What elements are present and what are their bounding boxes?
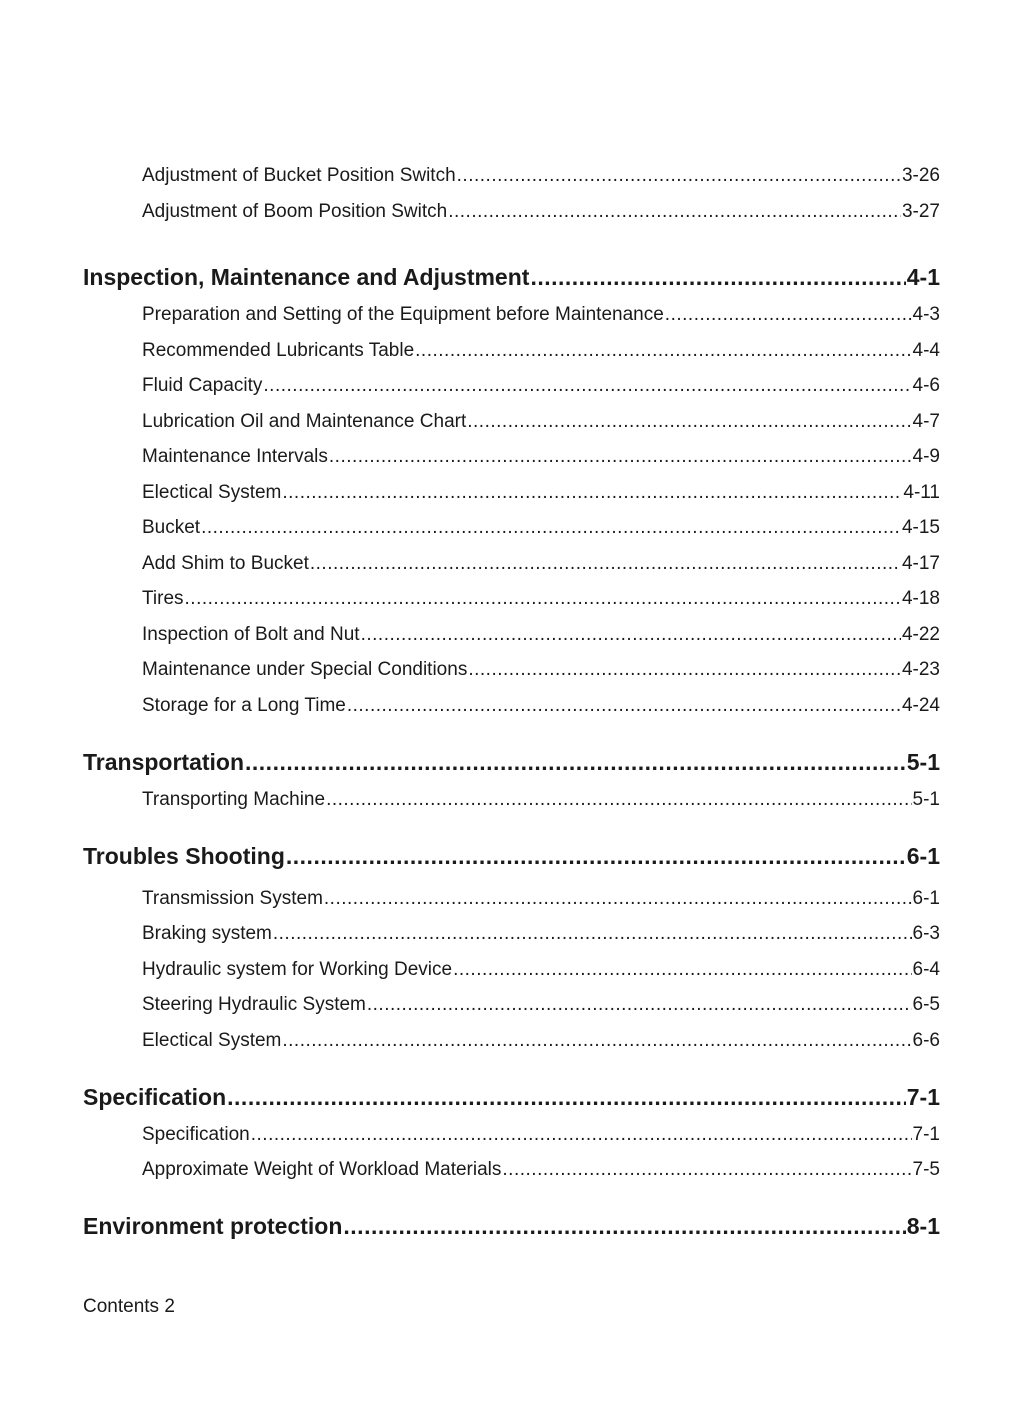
toc-dot-leader bbox=[201, 517, 901, 539]
toc-entry[interactable] bbox=[142, 789, 940, 811]
toc-dot-leader bbox=[282, 482, 902, 504]
toc-entry-page: 4-15 bbox=[901, 517, 940, 538]
toc-entry-page: 6-5 bbox=[912, 994, 940, 1015]
toc-entry[interactable] bbox=[142, 553, 940, 575]
toc-entry-page: 6-4 bbox=[912, 959, 940, 980]
toc-dot-leader bbox=[457, 165, 901, 187]
toc-section-page: 4-1 bbox=[906, 264, 940, 290]
toc-dot-leader bbox=[324, 888, 912, 910]
toc-dot-leader bbox=[329, 446, 912, 468]
toc-entry-page: 4-4 bbox=[912, 340, 940, 361]
toc-dot-leader bbox=[347, 695, 901, 717]
toc-entry[interactable] bbox=[142, 959, 940, 981]
toc-section-title: Transportation bbox=[83, 749, 245, 775]
toc-dot-leader bbox=[251, 1124, 912, 1146]
toc-entry-page: 4-11 bbox=[903, 482, 940, 503]
toc-entry[interactable] bbox=[142, 888, 940, 910]
toc-entry[interactable] bbox=[142, 411, 940, 433]
toc-entry[interactable] bbox=[142, 624, 940, 646]
toc-dot-leader bbox=[286, 843, 906, 870]
toc-section-heading[interactable] bbox=[83, 749, 940, 776]
toc-entry-page: 4-17 bbox=[901, 553, 940, 574]
toc-dot-leader bbox=[467, 411, 911, 433]
toc-entry-title: Transmission System bbox=[142, 888, 323, 909]
toc-section-title: Environment protection bbox=[83, 1213, 343, 1239]
toc-dot-leader bbox=[282, 1030, 911, 1052]
toc-section-page: 5-1 bbox=[906, 749, 940, 775]
toc-entry-page: 7-5 bbox=[912, 1159, 940, 1180]
toc-entry-title: Recommended Lubricants Table bbox=[142, 340, 415, 361]
toc-entry-page: 4-7 bbox=[912, 411, 940, 432]
toc-dot-leader bbox=[453, 959, 911, 981]
toc-entry-title: Maintenance Intervals bbox=[142, 446, 328, 467]
toc-section-heading[interactable] bbox=[83, 264, 940, 291]
toc-entry[interactable] bbox=[142, 1124, 940, 1146]
toc-entry-page: 4-22 bbox=[901, 624, 940, 645]
toc-entry-page: 4-6 bbox=[912, 375, 940, 396]
toc-entry-title: Storage for a Long Time bbox=[142, 695, 346, 716]
toc-dot-leader bbox=[361, 624, 901, 646]
toc-entry[interactable] bbox=[142, 695, 940, 717]
toc-entry-title: Hydraulic system for Working Device bbox=[142, 959, 453, 980]
toc-entry-title: Transporting Machine bbox=[142, 789, 326, 810]
toc-dot-leader bbox=[448, 201, 901, 223]
toc-entry-title: Electical System bbox=[142, 1030, 282, 1051]
toc-entry-page: 6-6 bbox=[912, 1030, 940, 1051]
page-footer-label: Contents 2 bbox=[83, 1296, 175, 1317]
toc-section-page: 6-1 bbox=[906, 843, 940, 869]
toc-entry-page: 7-1 bbox=[912, 1124, 940, 1145]
toc-entry-page: 6-3 bbox=[912, 923, 940, 944]
toc-entry-page: 4-9 bbox=[912, 446, 940, 467]
toc-entry-title: Steering Hydraulic System bbox=[142, 994, 366, 1015]
toc-dot-leader bbox=[245, 749, 906, 776]
toc-dot-leader bbox=[367, 994, 912, 1016]
toc-entry-title: Inspection of Bolt and Nut bbox=[142, 624, 360, 645]
toc-entry[interactable] bbox=[142, 165, 940, 187]
toc-dot-leader bbox=[415, 340, 911, 362]
toc-entry-page: 4-18 bbox=[901, 588, 940, 609]
toc-entry-page: 3-26 bbox=[901, 165, 940, 186]
toc-dot-leader bbox=[326, 789, 911, 811]
toc-entry-page: 3-27 bbox=[901, 201, 940, 222]
toc-section-heading[interactable] bbox=[83, 1213, 940, 1240]
toc-entry[interactable] bbox=[142, 1159, 940, 1181]
toc-entry-page: 5-1 bbox=[912, 789, 940, 810]
toc-section-heading[interactable] bbox=[83, 843, 940, 870]
toc-entry-page: 4-23 bbox=[901, 659, 940, 680]
toc-entry[interactable] bbox=[142, 482, 940, 504]
toc-entry-page: 4-3 bbox=[912, 304, 940, 325]
toc-entry-title: Approximate Weight of Workload Materials bbox=[142, 1159, 502, 1180]
toc-entry-title: Bucket bbox=[142, 517, 201, 538]
toc-dot-leader bbox=[273, 923, 912, 945]
toc-entry-title: Preparation and Setting of the Equipment before Maintenance bbox=[142, 304, 664, 325]
toc-entry-page: 4-24 bbox=[901, 695, 940, 716]
toc-dot-leader bbox=[227, 1084, 906, 1111]
toc-entry[interactable] bbox=[142, 201, 940, 223]
toc-entry-title: Adjustment of Bucket Position Switch bbox=[142, 165, 456, 186]
toc-section-title: Troubles Shooting bbox=[83, 843, 285, 869]
toc-entry[interactable] bbox=[142, 923, 940, 945]
toc-entry[interactable] bbox=[142, 517, 940, 539]
toc-dot-leader bbox=[185, 588, 901, 610]
toc-section-page: 8-1 bbox=[906, 1213, 940, 1239]
toc-entry-title: Specification bbox=[142, 1124, 250, 1145]
toc-entry-page: 6-1 bbox=[912, 888, 940, 909]
toc-entry[interactable] bbox=[142, 1030, 940, 1052]
toc-dot-leader bbox=[502, 1159, 911, 1181]
toc-section-title: Specification bbox=[83, 1084, 227, 1110]
toc-entry-title: Braking system bbox=[142, 923, 272, 944]
toc-entry[interactable] bbox=[142, 375, 940, 397]
toc-entry-title: Lubrication Oil and Maintenance Chart bbox=[142, 411, 467, 432]
toc-dot-leader bbox=[665, 304, 912, 326]
toc-section-heading[interactable] bbox=[83, 1084, 940, 1111]
toc-dot-leader bbox=[263, 375, 911, 397]
toc-entry[interactable] bbox=[142, 994, 940, 1016]
toc-entry[interactable] bbox=[142, 304, 940, 326]
toc-entry[interactable] bbox=[142, 659, 940, 681]
toc-dot-leader bbox=[310, 553, 901, 575]
toc-entry-title: Fluid Capacity bbox=[142, 375, 263, 396]
toc-entry-title: Tires bbox=[142, 588, 184, 609]
toc-entry-title: Add Shim to Bucket bbox=[142, 553, 309, 574]
toc-section-title: Inspection, Maintenance and Adjustment bbox=[83, 264, 530, 290]
toc-dot-leader bbox=[343, 1213, 905, 1240]
toc-dot-leader bbox=[468, 659, 901, 681]
toc-entry-title: Adjustment of Boom Position Switch bbox=[142, 201, 448, 222]
toc-entry-title: Electical System bbox=[142, 482, 282, 503]
toc-entry[interactable] bbox=[142, 340, 940, 362]
toc-entry[interactable] bbox=[142, 446, 940, 468]
toc-dot-leader bbox=[530, 264, 905, 291]
toc-entry-title: Maintenance under Special Conditions bbox=[142, 659, 468, 680]
toc-section-page: 7-1 bbox=[906, 1084, 940, 1110]
toc-entry[interactable] bbox=[142, 588, 940, 610]
